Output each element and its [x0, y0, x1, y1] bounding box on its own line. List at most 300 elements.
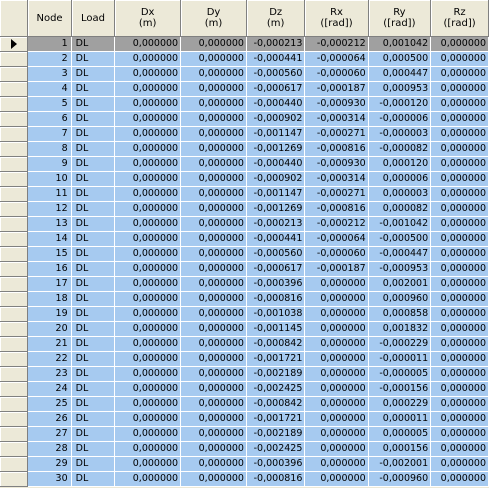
cell-load[interactable]: DL	[71, 472, 115, 487]
cell-load[interactable]: DL	[71, 67, 115, 82]
cell-dy[interactable]: 0,000000	[181, 367, 247, 382]
table-row[interactable]	[0, 457, 489, 472]
cell-rx[interactable]: 0,000000	[305, 367, 368, 382]
cell-dy[interactable]: 0,000000	[181, 292, 247, 307]
cell-dz[interactable]: -0,001721	[246, 412, 304, 427]
cell-node[interactable]: 28	[28, 442, 71, 457]
cell-node[interactable]: 9	[28, 157, 71, 172]
column-header-ry[interactable]	[368, 0, 430, 37]
cell-dx[interactable]: 0,000000	[115, 427, 181, 442]
cell-rz[interactable]: 0,000000	[431, 247, 489, 262]
cell-node[interactable]: 29	[28, 457, 71, 472]
table-row[interactable]	[0, 472, 489, 487]
cell-rz[interactable]: 0,000000	[431, 202, 489, 217]
cell-rz[interactable]: 0,000000	[431, 127, 489, 142]
cell-node[interactable]: 22	[28, 352, 71, 367]
cell-dz[interactable]: -0,000902	[246, 112, 304, 127]
row-selector[interactable]	[0, 277, 28, 292]
cell-rz[interactable]: 0,000000	[431, 367, 489, 382]
cell-dx[interactable]: 0,000000	[115, 262, 181, 277]
cell-rx[interactable]: 0,000000	[305, 337, 368, 352]
cell-load[interactable]: DL	[71, 202, 115, 217]
cell-rz[interactable]: 0,000000	[431, 97, 489, 112]
cell-rz[interactable]: 0,000000	[431, 322, 489, 337]
cell-ry[interactable]: -0,000953	[368, 262, 430, 277]
cell-dz[interactable]: -0,000617	[246, 82, 304, 97]
cell-dx[interactable]: 0,000000	[115, 157, 181, 172]
cell-dz[interactable]: -0,000560	[246, 67, 304, 82]
cell-dz[interactable]: -0,000440	[246, 97, 304, 112]
row-selector[interactable]	[0, 202, 28, 217]
row-selector[interactable]	[0, 97, 28, 112]
cell-dx[interactable]: 0,000000	[115, 442, 181, 457]
cell-dz[interactable]: -0,000441	[246, 52, 304, 67]
cell-dy[interactable]: 0,000000	[181, 187, 247, 202]
cell-dx[interactable]: 0,000000	[115, 172, 181, 187]
cell-rx[interactable]: -0,000064	[305, 232, 368, 247]
table-row[interactable]	[0, 217, 489, 232]
cell-dy[interactable]: 0,000000	[181, 202, 247, 217]
table-row[interactable]	[0, 277, 489, 292]
cell-dy[interactable]: 0,000000	[181, 127, 247, 142]
cell-dx[interactable]: 0,000000	[115, 82, 181, 97]
cell-node[interactable]: 23	[28, 367, 71, 382]
row-selector[interactable]	[0, 427, 28, 442]
cell-rx[interactable]: -0,000060	[305, 67, 368, 82]
cell-dy[interactable]: 0,000000	[181, 112, 247, 127]
cell-rx[interactable]: 0,000000	[305, 307, 368, 322]
cell-rx[interactable]: 0,000000	[305, 322, 368, 337]
table-row[interactable]	[0, 247, 489, 262]
row-selector[interactable]	[0, 67, 28, 82]
cell-node[interactable]: 13	[28, 217, 71, 232]
row-selector[interactable]	[0, 112, 28, 127]
cell-rx[interactable]: -0,000187	[305, 82, 368, 97]
cell-dz[interactable]: -0,000213	[246, 37, 304, 52]
cell-rz[interactable]: 0,000000	[431, 67, 489, 82]
cell-dy[interactable]: 0,000000	[181, 322, 247, 337]
cell-dy[interactable]: 0,000000	[181, 157, 247, 172]
cell-dz[interactable]: -0,000816	[246, 292, 304, 307]
table-row[interactable]	[0, 232, 489, 247]
cell-ry[interactable]: 0,000858	[368, 307, 430, 322]
cell-ry[interactable]: 0,000006	[368, 172, 430, 187]
cell-ry[interactable]: 0,000500	[368, 52, 430, 67]
cell-dz[interactable]: -0,002189	[246, 427, 304, 442]
cell-rx[interactable]: 0,000000	[305, 292, 368, 307]
cell-node[interactable]: 8	[28, 142, 71, 157]
cell-dx[interactable]: 0,000000	[115, 412, 181, 427]
table-row[interactable]	[0, 67, 489, 82]
row-selector[interactable]	[0, 337, 28, 352]
table-row[interactable]	[0, 262, 489, 277]
cell-rz[interactable]: 0,000000	[431, 232, 489, 247]
cell-dy[interactable]: 0,000000	[181, 172, 247, 187]
cell-rx[interactable]: -0,000930	[305, 157, 368, 172]
row-selector[interactable]	[0, 157, 28, 172]
cell-rz[interactable]: 0,000000	[431, 157, 489, 172]
cell-node[interactable]: 3	[28, 67, 71, 82]
cell-rx[interactable]: -0,000271	[305, 187, 368, 202]
cell-dx[interactable]: 0,000000	[115, 322, 181, 337]
cell-node[interactable]: 15	[28, 247, 71, 262]
row-selector[interactable]	[0, 382, 28, 397]
table-row[interactable]	[0, 97, 489, 112]
cell-dy[interactable]: 0,000000	[181, 217, 247, 232]
cell-dx[interactable]: 0,000000	[115, 232, 181, 247]
cell-load[interactable]: DL	[71, 127, 115, 142]
cell-dz[interactable]: -0,001145	[246, 322, 304, 337]
cell-ry[interactable]: -0,000447	[368, 247, 430, 262]
row-selector[interactable]	[0, 397, 28, 412]
cell-load[interactable]: DL	[71, 172, 115, 187]
cell-load[interactable]: DL	[71, 232, 115, 247]
cell-dy[interactable]: 0,000000	[181, 247, 247, 262]
cell-rx[interactable]: -0,000212	[305, 37, 368, 52]
cell-rz[interactable]: 0,000000	[431, 292, 489, 307]
cell-dx[interactable]: 0,000000	[115, 457, 181, 472]
cell-rx[interactable]: -0,000187	[305, 262, 368, 277]
table-row[interactable]	[0, 82, 489, 97]
cell-dy[interactable]: 0,000000	[181, 337, 247, 352]
cell-rz[interactable]: 0,000000	[431, 337, 489, 352]
cell-rz[interactable]: 0,000000	[431, 277, 489, 292]
cell-node[interactable]: 19	[28, 307, 71, 322]
cell-dx[interactable]: 0,000000	[115, 127, 181, 142]
column-header-dz[interactable]	[246, 0, 304, 37]
cell-node[interactable]: 10	[28, 172, 71, 187]
cell-dz[interactable]: -0,001147	[246, 127, 304, 142]
cell-load[interactable]: DL	[71, 157, 115, 172]
row-selector[interactable]	[0, 442, 28, 457]
cell-load[interactable]: DL	[71, 412, 115, 427]
cell-node[interactable]: 11	[28, 187, 71, 202]
cell-dx[interactable]: 0,000000	[115, 187, 181, 202]
cell-ry[interactable]: -0,000006	[368, 112, 430, 127]
cell-rz[interactable]: 0,000000	[431, 217, 489, 232]
cell-dy[interactable]: 0,000000	[181, 442, 247, 457]
cell-load[interactable]: DL	[71, 37, 115, 52]
cell-load[interactable]: DL	[71, 97, 115, 112]
table-row[interactable]	[0, 157, 489, 172]
cell-dx[interactable]: 0,000000	[115, 292, 181, 307]
cell-ry[interactable]: 0,000003	[368, 187, 430, 202]
row-selector[interactable]	[0, 367, 28, 382]
cell-dy[interactable]: 0,000000	[181, 307, 247, 322]
cell-ry[interactable]: -0,002001	[368, 457, 430, 472]
cell-dx[interactable]: 0,000000	[115, 367, 181, 382]
cell-rz[interactable]: 0,000000	[431, 142, 489, 157]
cell-ry[interactable]: 0,000120	[368, 157, 430, 172]
cell-load[interactable]: DL	[71, 217, 115, 232]
row-selector[interactable]	[0, 232, 28, 247]
cell-load[interactable]: DL	[71, 397, 115, 412]
cell-rx[interactable]: 0,000000	[305, 472, 368, 487]
cell-ry[interactable]: -0,000082	[368, 142, 430, 157]
cell-rz[interactable]: 0,000000	[431, 262, 489, 277]
cell-load[interactable]: DL	[71, 337, 115, 352]
cell-rx[interactable]: 0,000000	[305, 427, 368, 442]
row-selector[interactable]	[0, 52, 28, 67]
cell-load[interactable]: DL	[71, 142, 115, 157]
cell-dy[interactable]: 0,000000	[181, 412, 247, 427]
cell-ry[interactable]: 0,000011	[368, 412, 430, 427]
cell-node[interactable]: 1	[28, 37, 71, 52]
row-selector[interactable]	[0, 457, 28, 472]
table-row[interactable]	[0, 52, 489, 67]
row-selector[interactable]	[0, 352, 28, 367]
row-selector[interactable]	[0, 262, 28, 277]
cell-dz[interactable]: -0,000396	[246, 277, 304, 292]
table-row[interactable]	[0, 172, 489, 187]
table-row[interactable]	[0, 112, 489, 127]
cell-dz[interactable]: -0,000396	[246, 457, 304, 472]
column-header-dy[interactable]	[181, 0, 247, 37]
cell-dy[interactable]: 0,000000	[181, 472, 247, 487]
cell-ry[interactable]: -0,000156	[368, 382, 430, 397]
table-row[interactable]	[0, 412, 489, 427]
table-row[interactable]	[0, 352, 489, 367]
row-selector[interactable]	[0, 412, 28, 427]
table-row[interactable]	[0, 337, 489, 352]
table-row[interactable]	[0, 427, 489, 442]
cell-rx[interactable]: 0,000000	[305, 382, 368, 397]
cell-node[interactable]: 6	[28, 112, 71, 127]
row-selector[interactable]	[0, 322, 28, 337]
cell-dy[interactable]: 0,000000	[181, 37, 247, 52]
cell-dx[interactable]: 0,000000	[115, 277, 181, 292]
cell-dz[interactable]: -0,002425	[246, 442, 304, 457]
cell-ry[interactable]: -0,000960	[368, 472, 430, 487]
cell-dy[interactable]: 0,000000	[181, 427, 247, 442]
cell-node[interactable]: 5	[28, 97, 71, 112]
cell-dx[interactable]: 0,000000	[115, 112, 181, 127]
table-row[interactable]	[0, 37, 489, 52]
cell-load[interactable]: DL	[71, 247, 115, 262]
cell-rz[interactable]: 0,000000	[431, 352, 489, 367]
cell-dz[interactable]: -0,000842	[246, 397, 304, 412]
corner-cell[interactable]	[0, 0, 28, 37]
cell-ry[interactable]: 0,000082	[368, 202, 430, 217]
cell-rz[interactable]: 0,000000	[431, 382, 489, 397]
column-header-dx[interactable]	[115, 0, 181, 37]
cell-rz[interactable]: 0,000000	[431, 457, 489, 472]
table-row[interactable]	[0, 442, 489, 457]
cell-ry[interactable]: -0,000229	[368, 337, 430, 352]
cell-rx[interactable]: 0,000000	[305, 412, 368, 427]
cell-ry[interactable]: 0,002001	[368, 277, 430, 292]
cell-load[interactable]: DL	[71, 52, 115, 67]
row-selector[interactable]	[0, 127, 28, 142]
cell-dx[interactable]: 0,000000	[115, 217, 181, 232]
table-row[interactable]	[0, 322, 489, 337]
cell-dz[interactable]: -0,000440	[246, 157, 304, 172]
cell-rx[interactable]: -0,000314	[305, 112, 368, 127]
table-row[interactable]	[0, 307, 489, 322]
cell-rx[interactable]: 0,000000	[305, 457, 368, 472]
cell-load[interactable]: DL	[71, 292, 115, 307]
row-selector[interactable]	[0, 172, 28, 187]
cell-rx[interactable]: -0,000064	[305, 52, 368, 67]
cell-load[interactable]: DL	[71, 112, 115, 127]
cell-ry[interactable]: 0,000960	[368, 292, 430, 307]
table-row[interactable]	[0, 397, 489, 412]
cell-dz[interactable]: -0,001147	[246, 187, 304, 202]
column-header-rz[interactable]	[431, 0, 489, 37]
cell-rz[interactable]: 0,000000	[431, 412, 489, 427]
cell-rz[interactable]: 0,000000	[431, 112, 489, 127]
cell-dx[interactable]: 0,000000	[115, 472, 181, 487]
row-selector[interactable]	[0, 82, 28, 97]
cell-rz[interactable]: 0,000000	[431, 427, 489, 442]
cell-dz[interactable]: -0,001269	[246, 202, 304, 217]
cell-rx[interactable]: 0,000000	[305, 397, 368, 412]
cell-node[interactable]: 16	[28, 262, 71, 277]
cell-node[interactable]: 12	[28, 202, 71, 217]
cell-ry[interactable]: -0,000120	[368, 97, 430, 112]
cell-load[interactable]: DL	[71, 277, 115, 292]
table-row[interactable]	[0, 367, 489, 382]
cell-dx[interactable]: 0,000000	[115, 67, 181, 82]
cell-rz[interactable]: 0,000000	[431, 172, 489, 187]
cell-dz[interactable]: -0,002189	[246, 367, 304, 382]
table-row[interactable]	[0, 202, 489, 217]
cell-rx[interactable]: -0,000271	[305, 127, 368, 142]
cell-dx[interactable]: 0,000000	[115, 52, 181, 67]
cell-rx[interactable]: 0,000000	[305, 277, 368, 292]
cell-dy[interactable]: 0,000000	[181, 382, 247, 397]
cell-node[interactable]: 7	[28, 127, 71, 142]
table-row[interactable]	[0, 292, 489, 307]
cell-rx[interactable]: 0,000000	[305, 442, 368, 457]
cell-load[interactable]: DL	[71, 427, 115, 442]
cell-rz[interactable]: 0,000000	[431, 472, 489, 487]
column-header-node[interactable]	[28, 0, 71, 37]
cell-dy[interactable]: 0,000000	[181, 142, 247, 157]
cell-rx[interactable]: -0,000314	[305, 172, 368, 187]
cell-dx[interactable]: 0,000000	[115, 382, 181, 397]
row-selector[interactable]	[0, 37, 28, 52]
cell-ry[interactable]: 0,000156	[368, 442, 430, 457]
cell-ry[interactable]: -0,000011	[368, 352, 430, 367]
cell-dy[interactable]: 0,000000	[181, 397, 247, 412]
cell-node[interactable]: 2	[28, 52, 71, 67]
cell-dx[interactable]: 0,000000	[115, 247, 181, 262]
row-selector[interactable]	[0, 247, 28, 262]
cell-node[interactable]: 4	[28, 82, 71, 97]
cell-load[interactable]: DL	[71, 262, 115, 277]
row-selector[interactable]	[0, 142, 28, 157]
table-row[interactable]	[0, 382, 489, 397]
cell-ry[interactable]: 0,000005	[368, 427, 430, 442]
cell-node[interactable]: 20	[28, 322, 71, 337]
column-header-rx[interactable]	[305, 0, 368, 37]
row-selector[interactable]	[0, 217, 28, 232]
cell-ry[interactable]: -0,000005	[368, 367, 430, 382]
table-row[interactable]	[0, 142, 489, 157]
row-selector[interactable]	[0, 187, 28, 202]
cell-dz[interactable]: -0,001721	[246, 352, 304, 367]
cell-dy[interactable]: 0,000000	[181, 232, 247, 247]
cell-dz[interactable]: -0,000213	[246, 217, 304, 232]
cell-rx[interactable]: -0,000816	[305, 142, 368, 157]
row-selector[interactable]	[0, 307, 28, 322]
cell-dz[interactable]: -0,000842	[246, 337, 304, 352]
cell-dy[interactable]: 0,000000	[181, 352, 247, 367]
cell-load[interactable]: DL	[71, 457, 115, 472]
cell-dz[interactable]: -0,000617	[246, 262, 304, 277]
cell-rz[interactable]: 0,000000	[431, 52, 489, 67]
cell-node[interactable]: 18	[28, 292, 71, 307]
cell-rz[interactable]: 0,000000	[431, 187, 489, 202]
cell-dy[interactable]: 0,000000	[181, 67, 247, 82]
cell-dx[interactable]: 0,000000	[115, 352, 181, 367]
cell-dz[interactable]: -0,001038	[246, 307, 304, 322]
cell-ry[interactable]: 0,000447	[368, 67, 430, 82]
cell-node[interactable]: 17	[28, 277, 71, 292]
cell-load[interactable]: DL	[71, 307, 115, 322]
cell-dy[interactable]: 0,000000	[181, 52, 247, 67]
cell-load[interactable]: DL	[71, 367, 115, 382]
cell-dz[interactable]: -0,000560	[246, 247, 304, 262]
cell-dx[interactable]: 0,000000	[115, 307, 181, 322]
cell-load[interactable]: DL	[71, 442, 115, 457]
cell-ry[interactable]: -0,000500	[368, 232, 430, 247]
cell-dz[interactable]: -0,000441	[246, 232, 304, 247]
cell-node[interactable]: 30	[28, 472, 71, 487]
cell-load[interactable]: DL	[71, 382, 115, 397]
cell-dz[interactable]: -0,000816	[246, 472, 304, 487]
cell-dz[interactable]: -0,002425	[246, 382, 304, 397]
cell-rx[interactable]: -0,000060	[305, 247, 368, 262]
cell-rz[interactable]: 0,000000	[431, 82, 489, 97]
cell-ry[interactable]: 0,000953	[368, 82, 430, 97]
cell-dz[interactable]: -0,000902	[246, 172, 304, 187]
cell-ry[interactable]: -0,001042	[368, 217, 430, 232]
cell-node[interactable]: 14	[28, 232, 71, 247]
row-selector[interactable]	[0, 292, 28, 307]
cell-load[interactable]: DL	[71, 82, 115, 97]
cell-dx[interactable]: 0,000000	[115, 202, 181, 217]
cell-dx[interactable]: 0,000000	[115, 397, 181, 412]
cell-node[interactable]: 21	[28, 337, 71, 352]
cell-load[interactable]: DL	[71, 322, 115, 337]
cell-node[interactable]: 27	[28, 427, 71, 442]
cell-rx[interactable]: -0,000212	[305, 217, 368, 232]
cell-dx[interactable]: 0,000000	[115, 337, 181, 352]
cell-dy[interactable]: 0,000000	[181, 97, 247, 112]
cell-rx[interactable]: -0,000816	[305, 202, 368, 217]
table-row[interactable]	[0, 127, 489, 142]
cell-rx[interactable]: 0,000000	[305, 352, 368, 367]
cell-ry[interactable]: 0,000229	[368, 397, 430, 412]
cell-dy[interactable]: 0,000000	[181, 457, 247, 472]
cell-ry[interactable]: 0,001042	[368, 37, 430, 52]
cell-node[interactable]: 26	[28, 412, 71, 427]
cell-dy[interactable]: 0,000000	[181, 262, 247, 277]
cell-dx[interactable]: 0,000000	[115, 37, 181, 52]
cell-rx[interactable]: -0,000930	[305, 97, 368, 112]
cell-dz[interactable]: -0,001269	[246, 142, 304, 157]
column-header-load[interactable]	[71, 0, 115, 37]
cell-dx[interactable]: 0,000000	[115, 142, 181, 157]
cell-node[interactable]: 25	[28, 397, 71, 412]
cell-load[interactable]: DL	[71, 187, 115, 202]
cell-node[interactable]: 24	[28, 382, 71, 397]
cell-rz[interactable]: 0,000000	[431, 37, 489, 52]
cell-rz[interactable]: 0,000000	[431, 307, 489, 322]
cell-load[interactable]: DL	[71, 352, 115, 367]
